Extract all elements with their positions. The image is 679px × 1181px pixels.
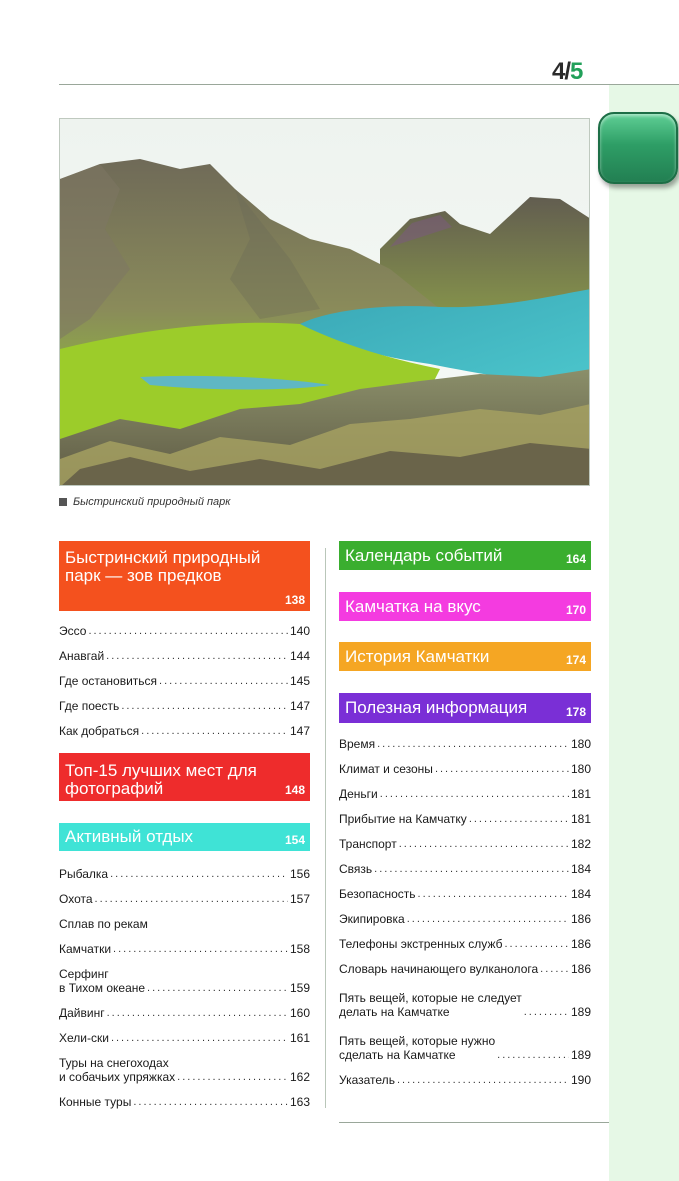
entry-label: Конные туры [59,1095,132,1109]
toc-entry[interactable] [339,881,591,906]
leader-dots [497,1048,569,1062]
toc-entry[interactable] [339,1024,591,1067]
landscape-photo [59,118,590,486]
entry-page: 163 [289,1095,310,1109]
leader-dots [374,862,569,876]
section-page: 148 [284,783,305,797]
entry-label: Безопасность [339,887,416,901]
toc-entry[interactable] [59,1050,310,1089]
entry-page: 147 [289,724,310,738]
entry-label: Телефоны экстренных служб [339,937,503,951]
entry-page: 184 [570,887,591,901]
leader-dots [159,674,288,688]
section-title: Топ-15 лучших мест для фотографий [65,761,257,798]
entry-label: Климат и сезоны [339,762,433,776]
entry-page: 180 [570,737,591,751]
leader-dots [435,762,569,776]
entry-page: 186 [570,937,591,951]
toc-section-top15-photo[interactable] [59,753,310,801]
toc-entry[interactable] [59,936,310,961]
entry-label: Как добраться [59,724,140,738]
leader-dots [133,1095,288,1109]
toc-section-active-rest[interactable] [59,823,310,851]
leader-dots [110,867,288,881]
leader-dots [469,812,569,826]
section-title: Календарь событий [345,546,503,565]
toc-section-taste[interactable] [339,592,591,621]
toc-entry[interactable] [339,956,591,981]
entry-label: Время [339,737,376,751]
toc-entry[interactable] [339,931,591,956]
toc-entry[interactable] [59,961,310,1000]
entry-page: 190 [570,1073,591,1087]
entry-label: Деньги [339,787,378,801]
toc-entry[interactable] [59,911,310,936]
section-title: Полезная информация [345,698,528,717]
entry-page: 162 [289,1070,310,1084]
leader-dots [111,1031,288,1045]
entry-label: Пять вещей, которые не следует делать на Камчатке [339,991,522,1019]
leader-dots [141,724,288,738]
entry-label: Транспорт [339,837,397,851]
entry-page: 158 [289,942,310,956]
section-title: Активный отдых [65,827,194,846]
column-divider [325,548,326,1108]
page-total: 5 [570,58,583,85]
toc-entry[interactable] [339,731,591,756]
footer-rule [339,1122,609,1123]
section-title: Быстринский природный парк — зов предков [65,548,261,585]
leader-dots [147,981,288,995]
toc-entry[interactable] [339,856,591,881]
entry-page: 189 [570,1048,591,1062]
entry-label: Где поесть [59,699,120,713]
entry-page: 145 [289,674,310,688]
section-page: 164 [565,552,586,566]
entry-label: Рыбалка [59,867,109,881]
side-strip [609,84,679,1181]
toc-entry[interactable] [59,861,310,886]
entry-label: Прибытие на Камчатку [339,812,467,826]
entry-label: Анавгай [59,649,105,663]
photo-caption [59,496,230,508]
toc-entry[interactable] [59,643,310,668]
entry-label: Серфинг в Тихом океане [59,967,146,995]
entry-label: Туры на снегоходах и собачьих упряжках [59,1056,176,1084]
header-rule [59,84,679,85]
entry-page: 184 [570,862,591,876]
entry-label: Пять вещей, которые нужно сделать на Камчатке [339,1034,496,1062]
entry-page: 186 [570,962,591,976]
toc-entry[interactable] [339,781,591,806]
entry-label: Сплав по рекам [59,917,148,931]
leader-dots [95,892,288,906]
leader-dots [107,1006,288,1020]
toc-section-bystrinsky[interactable] [59,541,310,611]
toc-entry[interactable] [339,806,591,831]
entry-label: Словарь начинающего вулканолога [339,962,539,976]
chapter-tab-tile[interactable] [598,112,678,184]
toc-left-column [59,541,310,1114]
toc-entry[interactable] [59,1000,310,1025]
leader-dots [407,912,569,926]
entry-label: Камчатки [59,942,112,956]
toc-entry[interactable] [59,886,310,911]
entry-page: 160 [289,1006,310,1020]
toc-right-column [339,541,591,1092]
entry-label: Охота [59,892,93,906]
entry-label: Хели-ски [59,1031,109,1045]
toc-entry[interactable] [339,831,591,856]
section-page: 178 [565,705,586,719]
entry-page: 181 [570,787,591,801]
toc-section-history[interactable] [339,642,591,671]
leader-dots [377,737,569,751]
leader-dots [380,787,569,801]
toc-entry[interactable] [59,1089,310,1114]
entry-page: 147 [289,699,310,713]
section-page: 170 [565,603,586,617]
leader-dots [540,962,569,976]
toc-section-useful-info[interactable] [339,693,591,723]
entry-label: Указатель [339,1073,395,1087]
leader-dots [504,937,568,951]
caption-square-icon [59,498,67,506]
toc-entry[interactable] [339,906,591,931]
toc-entry[interactable] [59,618,310,643]
entry-page: 157 [289,892,310,906]
leader-dots [524,1005,569,1019]
entry-page: 189 [570,1005,591,1019]
leader-dots [397,1073,569,1087]
toc-entry[interactable] [59,1025,310,1050]
entry-label: Где остановиться [59,674,158,688]
entry-page: 161 [289,1031,310,1045]
leader-dots [113,942,288,956]
section-page: 138 [284,593,305,607]
entry-label: Эссо [59,624,87,638]
entry-page: 156 [289,867,310,881]
section-page: 174 [565,653,586,667]
entry-page: 180 [570,762,591,776]
toc-entry[interactable] [339,981,591,1024]
leader-dots [88,624,288,638]
toc-entry[interactable] [339,756,591,781]
section-title: Камчатка на вкус [345,597,481,616]
entry-page: 140 [289,624,310,638]
toc-entry[interactable] [59,668,310,693]
leader-dots [106,649,288,663]
entry-label: Экипировка [339,912,405,926]
photo-caption-text: Быстринский природный парк [73,496,231,508]
leader-dots [418,887,569,901]
entry-page: 159 [289,981,310,995]
section-title: История Камчатки [345,647,490,666]
leader-dots [121,699,288,713]
toc-entry[interactable] [59,718,310,743]
toc-section-calendar[interactable] [339,541,591,570]
section-page: 154 [284,833,305,847]
entry-page: 144 [289,649,310,663]
page-current: 4/ [552,58,571,85]
entry-page: 182 [570,837,591,851]
entry-label: Связь [339,862,373,876]
entry-page: 186 [570,912,591,926]
leader-dots [177,1070,288,1084]
toc-entry[interactable] [339,1067,591,1092]
toc-entry[interactable] [59,693,310,718]
page-indicator [552,58,582,86]
entry-label: Дайвинг [59,1006,105,1020]
entry-page: 181 [570,812,591,826]
leader-dots [399,837,569,851]
